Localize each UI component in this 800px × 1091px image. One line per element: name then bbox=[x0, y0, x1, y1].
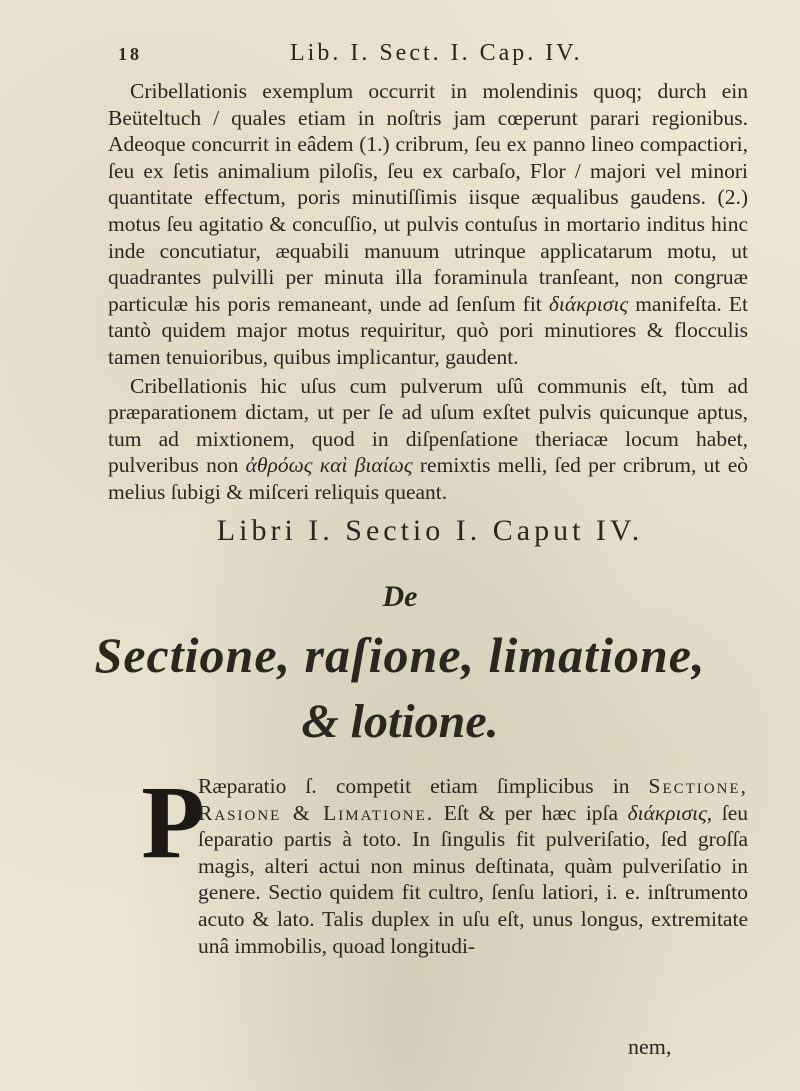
drop-cap-letter: P bbox=[141, 765, 205, 880]
body-text-lower bbox=[108, 765, 749, 959]
body-text-upper bbox=[108, 78, 748, 506]
section-heading: Libri I. Sectio I. Caput IV. bbox=[216, 514, 644, 547]
page-number: 18 bbox=[118, 44, 142, 64]
text-a: Eſt & per hæc ipſa bbox=[443, 800, 619, 825]
paragraph2-end: remixtis melli, ſed per cribrum, ut eò melius ſubigi & miſceri reliquis queant. bbox=[108, 453, 749, 504]
paragraph2-start: Cribellationis hic uſus cum pulverum uſû communis eſt, tùm ad præparationem dictam, ut per ſe ad uſum exſtet pulvis quicunque aptus, tum ad mixtionem, quod in diſpenſatione theriacæ locum habet, pulveribus non bbox=[108, 373, 748, 478]
small-caps-rasione: Rasione & Limatione. bbox=[198, 800, 435, 825]
chapter-title-main: Sectione, raſione, limatione, bbox=[94, 627, 706, 683]
paragraph-usus bbox=[108, 373, 748, 506]
paragraph-cribellation bbox=[108, 78, 748, 371]
greek-phrase: ἀθρόως καὶ βιαίως bbox=[245, 453, 413, 478]
chapter-title-de: De bbox=[382, 580, 418, 613]
chapter-title-sub: & lotione. bbox=[301, 695, 499, 748]
running-head-title: Lib. I. Sect. I. Cap. IV. bbox=[290, 40, 583, 66]
greek-word-diakrisis-2: διάκρισις, bbox=[627, 800, 713, 825]
line1-text: Ræparatio ſ. competit etiam ſimplicibus in bbox=[198, 774, 630, 798]
paragraph1-end: manifeſta. Et tantò quidem major motus requiritur, quò pori minutiores & flocculis tamen tenuioribus, quibus implicantur, gaudent. bbox=[108, 291, 748, 369]
paragraph-praeparatio bbox=[108, 765, 749, 959]
text-b: ſeu ſeparatio partis à toto. In ſingulis fit pulveriſatio, ſed groſſa magis, alteri actui non minus deſtinata, quàm pulveriſatio in genere. Sectio quidem fit cultro, ſenſu latiori, i. e. inſtrumento acuto & lato. Talis duplex in uſu eſt, unus longus, extremitate unâ immobilis, quoad longitudi- bbox=[198, 800, 749, 958]
paragraph1-text: Cribellationis exemplum occurrit in molendinis quoq; durch ein Beüteltuch / quales etiam in noſtris jam cœperunt parari regionibus. Adeoque concurrit in eâdem (1.) cribrum, ſeu ex panno lineo compactiori, ſeu ex ſetis animalium piloſis, ſeu ex carbaſo, Flor / majori vel minori quantitate effectum, poris minutiſſimis iisque æqualibus gaudens. (2.) motus ſeu agitatio & concuſſio, ut pulvis contuſus in mortario inditus hinc inde concutiatur, æquabili manuum utrinque applicatarum motu, ut quadrantes pulvilli per minuta illa foraminula tranſeant, non congruæ particulæ his poris remaneant, unde ad ſenſum fit bbox=[108, 79, 748, 316]
small-caps-sectione: Sectione, bbox=[648, 774, 749, 798]
catchword: nem, bbox=[628, 1034, 672, 1059]
greek-word-diakrisis: διάκρισις bbox=[548, 291, 629, 316]
